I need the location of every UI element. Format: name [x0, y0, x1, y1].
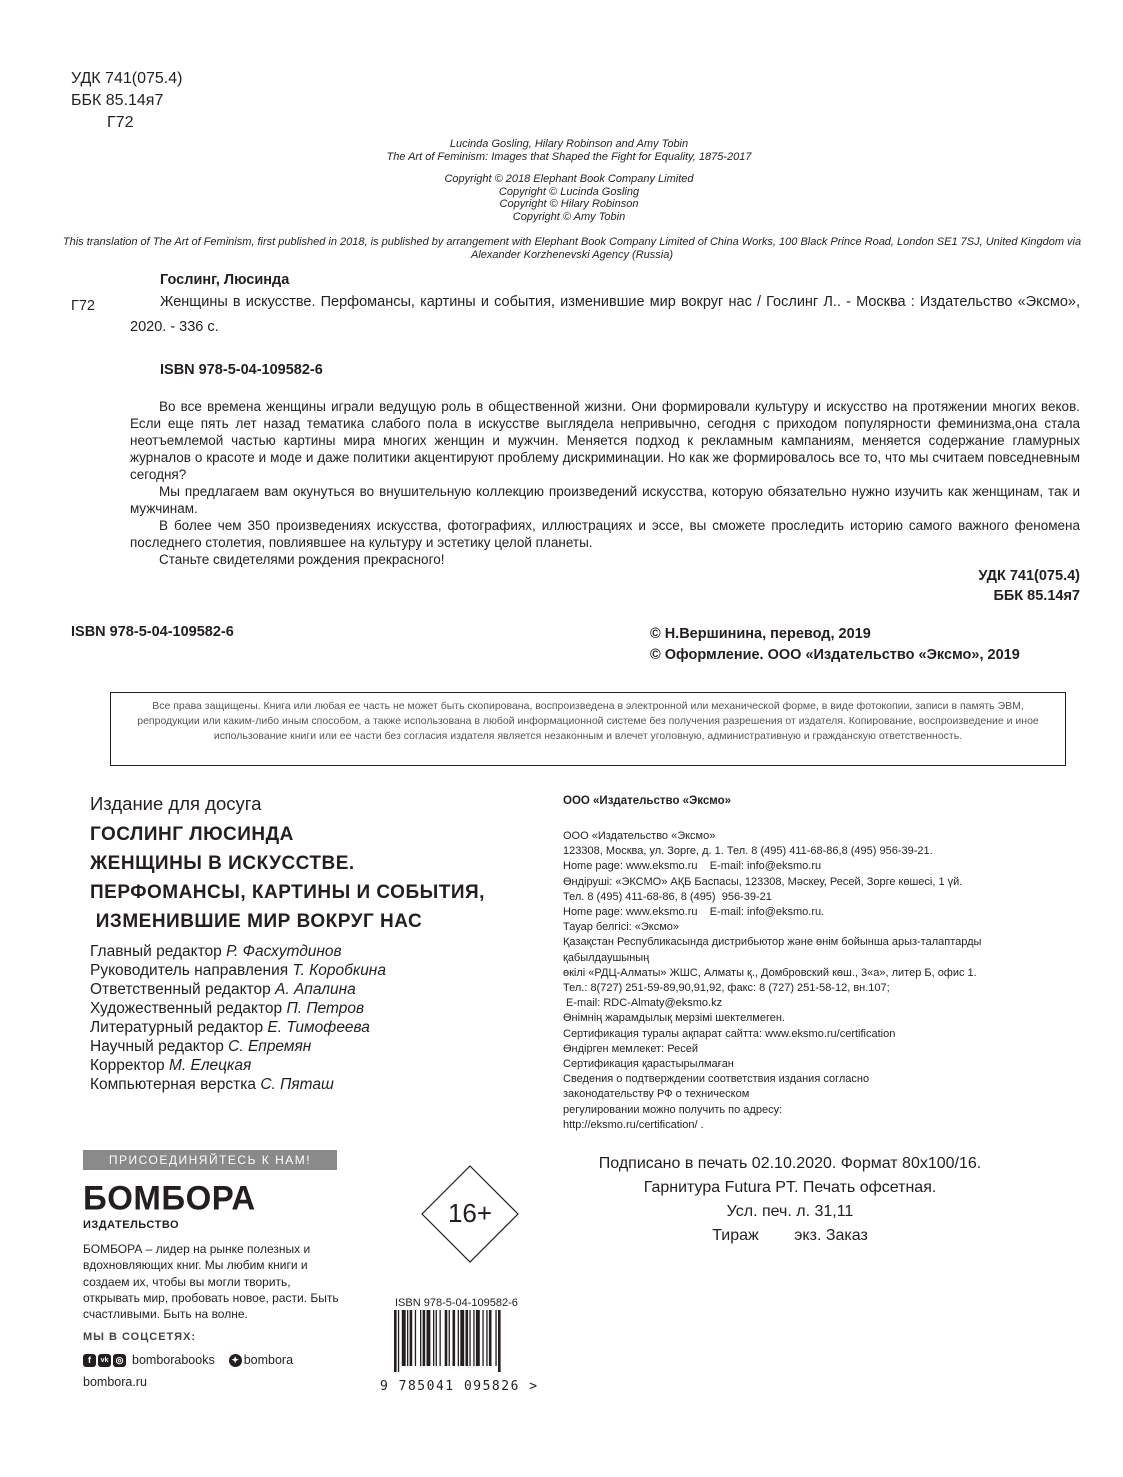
barcode-digits: 9 785041 095826 > — [380, 1379, 539, 1394]
barcode-icon — [380, 1310, 560, 1372]
staff-name: П. Петров — [286, 1000, 365, 1017]
staff-row — [90, 1037, 386, 1056]
print-line: Тираж экз. Заказ — [712, 1227, 868, 1244]
publisher-info — [563, 829, 981, 1133]
publisher-line: E-mail: RDC-Almaty@eksmo.kz — [563, 997, 723, 1010]
social-handle[interactable]: bomborabooks — [132, 1353, 215, 1367]
copyright-line: Copyright © Amy Tobin — [512, 210, 626, 223]
print-info — [560, 1152, 1020, 1248]
bombora-logo-subtitle: ИЗДАТЕЛЬСТВО — [83, 1219, 180, 1231]
staff-row — [90, 1056, 386, 1075]
title-line: ПЕРФОМАНСЫ, КАРТИНЫ И СОБЫТИЯ, — [90, 882, 485, 903]
staff-role: Руководитель направления — [90, 962, 289, 979]
russian-copyright — [650, 624, 1020, 666]
catalog-udk — [978, 566, 1080, 606]
staff-name: Т. Коробкина — [292, 962, 386, 979]
publisher-line: Сведения о подтверждении соответствия издания согласно — [563, 1073, 870, 1086]
staff-role: Компьютерная верстка — [90, 1076, 256, 1093]
publisher-line: Өнімнің жарамдылық мерзімі шектелмеген. — [563, 1012, 785, 1025]
publisher-line: 123308, Москва, ул. Зорге, д. 1. Тел. 8 (495) 411-68-86,8 (495) 956-39-21. — [563, 845, 933, 858]
social-label: МЫ В СОЦСЕТЯХ: — [83, 1331, 197, 1343]
join-banner: ПРИСОЕДИНЯЙТЕСЬ К НАМ! — [83, 1150, 337, 1170]
publisher-line: өкілі «РДЦ-Алматы» ЖШС, Алматы қ., Домбровский көш., 3«а», литер Б, офис 1. — [563, 966, 977, 979]
annotation-paragraph: В более чем 350 произведениях искусства, фотографиях, иллюстрациях и эссе, вы сможете проследить историю самого важного феномена последнего столетия, повлиявшее на культуру и эстетику целой планеты. — [130, 518, 1080, 550]
catalog-entry: Женщины в искусстве. Перфомансы, картины и события, изменившие мир вокруг нас / Гослинг Л.. - Москва : Издательство «Эксмо», 2020. - 336 с. — [130, 294, 1080, 335]
publisher-line: Сертификация туралы ақпарат сайтта: www.eksmo.ru/certification — [563, 1027, 896, 1040]
staff-name: С. Пяташ — [260, 1076, 334, 1093]
bombora-description: БОМБОРА – лидер на рынке полезных и вдохновляющих книг. Мы любим книги и создаем их, чтобы вы могли творить, открывать мир, пробовать новое, расти. Быть счастливыми. Быть на волне. — [83, 1242, 339, 1322]
staff-name: Е. Тимофеева — [267, 1019, 370, 1036]
publisher-line: қабылдаушының — [563, 951, 650, 964]
publisher-line: Home page: www.eksmo.ru E-mail: info@eksmo.ru — [563, 860, 822, 873]
staff-row — [90, 1075, 386, 1094]
bombora-logo: БОМБОРА — [83, 1178, 256, 1217]
social-links — [83, 1353, 293, 1367]
copyright-line: © Н.Вершинина, перевод, 2019 — [650, 626, 871, 642]
publisher-line: Тауар белгісі: «Эксмо» — [563, 921, 680, 934]
staff-role: Корректор — [90, 1057, 165, 1074]
edition-type: Издание для досуга — [90, 793, 262, 814]
staff-name: М. Елецкая — [168, 1057, 252, 1074]
staff-row — [90, 1018, 386, 1037]
publisher-line: Қазақстан Республикасында дистрибьютор және өнім бойынша арыз-талаптарды — [563, 936, 982, 949]
author-mark: Г72 — [107, 114, 134, 131]
catalog-isbn: ISBN 978-5-04-109582-6 — [160, 362, 323, 378]
bbk-code: ББК 85.14я7 — [993, 588, 1080, 604]
copyright-line: Copyright © Lucinda Gosling — [498, 185, 640, 198]
facebook-icon[interactable]: f — [83, 1354, 96, 1367]
publisher-line: Өндіруші: «ЭКСМО» АҚБ Баспасы, 123308, Мәскеу, Ресей, Зорге көшесі, 1 үй. — [563, 875, 963, 888]
publisher-line: ООО «Издательство «Эксмо» — [563, 830, 716, 842]
staff-role: Научный редактор — [90, 1038, 224, 1055]
imprint-title — [90, 820, 485, 936]
annotation — [130, 398, 1080, 568]
instagram-icon[interactable]: ◎ — [113, 1354, 126, 1367]
publisher-line: Тел.: 8(727) 251-59-89,90,91,92, факс: 8 (727) 251-58-12, вн.107; — [563, 982, 890, 995]
publisher-line: Өндірген мемлекет: Ресей — [563, 1042, 698, 1055]
annotation-paragraph: Станьте свидетелями рождения прекрасного! — [159, 552, 445, 567]
bbk-code: ББК 85.14я7 — [71, 92, 164, 109]
staff-row — [90, 999, 386, 1018]
staff-name: С. Епремян — [228, 1038, 312, 1055]
catalog-author: Гослинг, Люсинда — [160, 272, 290, 288]
publisher-line: Тел. 8 (495) 411-68-86, 8 (495) 956-39-21 — [563, 890, 772, 903]
annotation-paragraph: Во все времена женщины играли ведущую роль в общественной жизни. Они формировали культуру и искусство на протяжении многих веков. Если еще пять лет назад тематика слабого пола в искусстве выглядела непривычно, сегодня с приходом популярности феминизма,она стала неотъемлемой частью картины мира многих женщин и мужчин. Меняется подход к рекламным кампаниям, меняется содержание гламурных журналов о красоте и моде и даже политики акцентируют проблему дискриминации. Но как же формировалось все то, что мы считаем повседневным сегодня? — [130, 399, 1080, 482]
rights-notice: Все права защищены. Книга или любая ее часть не может быть скопирована, воспроизведена в электронной или механической форме, в виде фотокопии, записи в память ЭВМ, репродукции или каким-либо иным способом, а также использована в любой информационной системе без получения разрешения от издателя. Копирование, воспроизведение и иное использование книги или ее части без согласия издателя является незаконным и влечет уголовную, административную и гражданскую ответственность. — [110, 692, 1066, 766]
staff-role: Ответственный редактор — [90, 981, 271, 998]
age-rating: 16+ — [447, 1198, 493, 1228]
copyright-line: Copyright © 2018 Elephant Book Company Limited — [444, 173, 694, 185]
original-title: The Art of Feminism: Images that Shaped the Fight for Equality, 1875-2017 — [386, 150, 752, 163]
copyright-line: © Оформление. ООО «Издательство «Эксмо», 2019 — [650, 647, 1020, 663]
original-credits — [60, 138, 1078, 163]
staff-name: А. Апалина — [275, 981, 356, 998]
print-line: Усл. печ. л. 31,11 — [726, 1203, 854, 1220]
copyright-list — [60, 173, 1078, 223]
staff-row — [90, 980, 386, 999]
publisher-heading: ООО «Издательство «Эксмо» — [563, 795, 732, 807]
publisher-line: законодательству РФ о техническом — [563, 1088, 750, 1101]
staff-row — [90, 961, 386, 980]
udk-header — [71, 68, 182, 134]
title-line: ГОСЛИНГ ЛЮСИНДА — [90, 824, 294, 845]
barcode — [380, 1310, 560, 1394]
staff-list — [90, 942, 386, 1094]
catalog-code: Г72 — [71, 298, 95, 314]
translation-note: This translation of The Art of Feminism, first published in 2018, is published by arrangement with Elephant Book Company Limited of China Works, 100 Black Prince Road, London SE1 7SJ, United Kingdom via Alexander Korzhenevski Agency (Russia) — [62, 236, 1082, 261]
bombora-site-link[interactable]: bombora.ru — [83, 1375, 147, 1389]
vk-icon[interactable]: vk — [98, 1354, 111, 1367]
original-authors: Lucinda Gosling, Hilary Robinson and Amy Tobin — [449, 138, 689, 150]
barcode-isbn: ISBN 978-5-04-109582-6 — [395, 1297, 518, 1309]
udk-code: УДК 741(075.4) — [978, 568, 1080, 584]
publisher-line: регулировании можно получить по адресу: — [563, 1103, 783, 1116]
title-line: ЖЕНЩИНЫ В ИСКУССТВЕ. — [90, 853, 355, 874]
telegram-icon[interactable]: ✦ — [229, 1354, 242, 1367]
publisher-line: Сертификация қарастырылмаған — [563, 1058, 734, 1071]
udk-code: УДК 741(075.4) — [71, 70, 183, 87]
staff-role: Художественный редактор — [90, 1000, 283, 1017]
publisher-line: http://eksmo.ru/certification/ . — [563, 1118, 704, 1131]
social-handle-2[interactable]: bombora — [243, 1353, 294, 1367]
staff-row — [90, 942, 386, 961]
isbn-bottom: ISBN 978-5-04-109582-6 — [71, 624, 234, 640]
publisher-line: Home page: www.eksmo.ru E-mail: info@eksmo.ru. — [563, 906, 825, 919]
annotation-paragraph: Мы предлагаем вам окунуться во внушительную коллекцию произведений искусства, которую обязательно нужно изучить как женщинам, так и мужчинам. — [130, 484, 1080, 516]
staff-name: Р. Фасхутдинов — [226, 943, 342, 960]
staff-role: Главный редактор — [90, 943, 222, 960]
age-rating-badge — [420, 1164, 520, 1264]
title-line: ИЗМЕНИВШИЕ МИР ВОКРУГ НАС — [90, 911, 423, 932]
copyright-line: Copyright © Hilary Robinson — [499, 198, 639, 210]
staff-role: Литературный редактор — [90, 1019, 264, 1036]
print-line: Подписано в печать 02.10.2020. Формат 80x100/16. — [598, 1155, 982, 1172]
print-line: Гарнитура Futura PT. Печать офсетная. — [643, 1179, 937, 1196]
